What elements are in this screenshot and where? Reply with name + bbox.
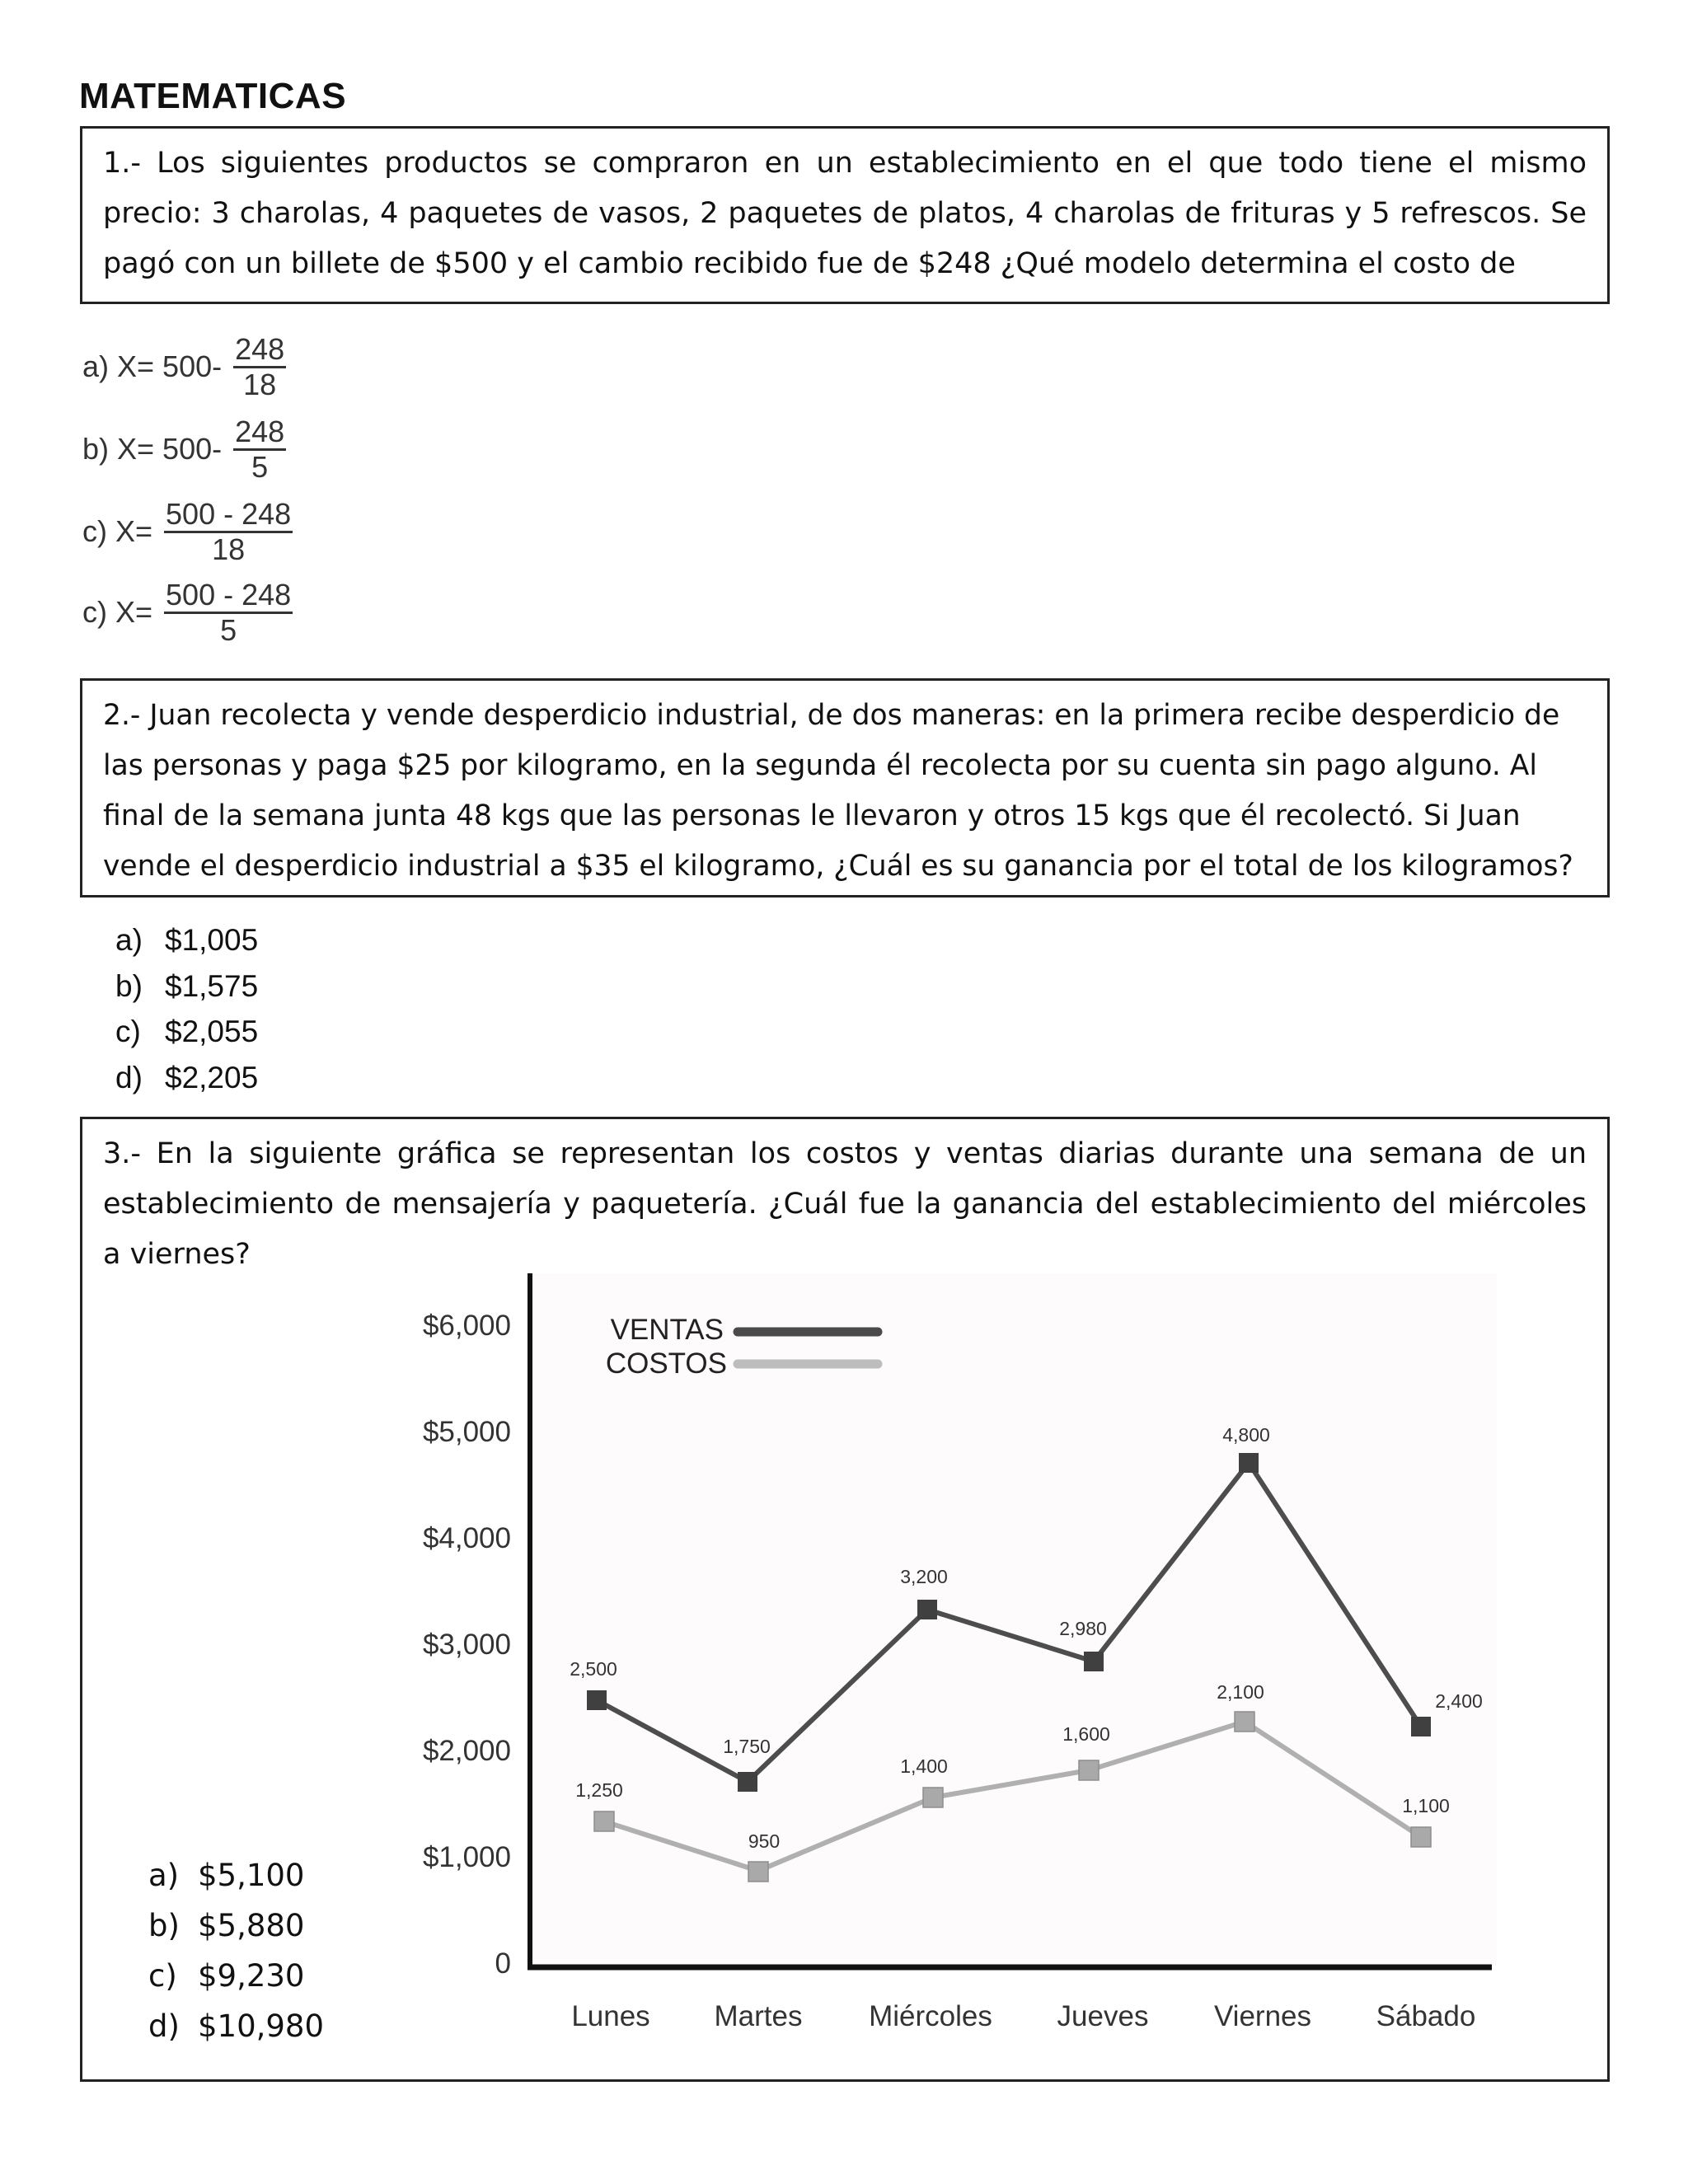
y-tick-5000: $5,000 — [422, 1416, 511, 1448]
costos-marker — [1411, 1827, 1431, 1847]
denominator: 18 — [243, 367, 277, 401]
costos-label-viernes: 2,100 — [1217, 1681, 1264, 1703]
option-label: b) X= 500- — [82, 432, 223, 466]
denominator: 5 — [251, 449, 269, 484]
option-letter: d) — [115, 1060, 143, 1094]
question-3-option-b[interactable] — [148, 1900, 324, 1951]
costos-marker — [1235, 1712, 1254, 1732]
option-label: a) X= 500- — [82, 349, 223, 383]
option-value: $9,230 — [198, 1958, 305, 1994]
option-letter: a) — [148, 1858, 180, 1893]
ventas-marker — [1239, 1453, 1259, 1473]
x-tick-jueves: Jueves — [1057, 2000, 1149, 2032]
question-3-options — [148, 1850, 324, 2051]
option-letter: c) — [115, 1015, 141, 1048]
ventas-marker — [738, 1772, 757, 1792]
y-tick-1000: $1,000 — [422, 1841, 511, 1873]
numerator: 500 - 248 — [164, 579, 293, 614]
y-tick-6000: $6,000 — [422, 1310, 511, 1342]
option-label: c) X= — [82, 595, 153, 629]
costos-label-sabado: 1,100 — [1402, 1795, 1450, 1816]
option-value: $1,575 — [165, 968, 259, 1003]
costos-marker — [594, 1811, 614, 1831]
page-title: MATEMATICAS — [79, 76, 347, 116]
numerator: 248 — [233, 333, 286, 368]
ventas-marker — [587, 1690, 607, 1710]
costos-marker — [748, 1862, 768, 1882]
y-tick-2000: $2,000 — [422, 1735, 511, 1767]
costos-label-jueves: 1,600 — [1062, 1723, 1110, 1745]
costos-label-martes: 950 — [748, 1830, 781, 1852]
legend-ventas-label: VENTAS — [610, 1314, 724, 1346]
ventas-label-miercoles: 3,200 — [900, 1566, 948, 1587]
y-tick-0: 0 — [495, 1947, 511, 1980]
question-1-text: 1.- Los siguientes productos se compraron en un establecimiento en el que todo tiene el mismo precio: 3 charolas, 4 paquetes de vasos, 2 paquetes de platos, 4 charolas de frituras y 5 refrescos. Se pagó con un billete de $500 y el cambio recibido fue de $248 ¿Qué modelo determina el costo de — [103, 147, 1587, 280]
option-letter: d) — [148, 2008, 180, 2044]
question-3-text: 3.- En la siguiente gráfica se representan los costos y ventas diarias durante una semana de un establecimiento de mensajería y paquetería. ¿Cuál fue la ganancia del establecimiento del miércoles a viernes? — [103, 1137, 1587, 1271]
numerator: 500 - 248 — [164, 498, 293, 533]
ventas-label-jueves: 2,980 — [1059, 1618, 1107, 1639]
option-value: $5,100 — [198, 1858, 305, 1893]
y-tick-labels — [423, 1310, 511, 1980]
costos-marker — [923, 1788, 943, 1807]
numerator: 248 — [233, 415, 286, 451]
legend-costos-label: COSTOS — [605, 1347, 727, 1380]
ventas-label-viernes: 4,800 — [1222, 1424, 1270, 1446]
option-value: $10,980 — [198, 2008, 325, 2044]
option-value: $5,880 — [198, 1908, 305, 1943]
option-letter: c) — [148, 1958, 177, 1994]
option-value: $2,055 — [165, 1015, 259, 1048]
question-3-option-a[interactable] — [148, 1850, 324, 1900]
option-label: c) X= — [82, 514, 153, 548]
costos-label-lunes: 1,250 — [575, 1779, 623, 1801]
question-3-option-c[interactable] — [148, 1951, 324, 2001]
y-tick-4000: $4,000 — [422, 1522, 511, 1554]
y-tick-3000: $3,000 — [422, 1629, 511, 1661]
option-value: $1,005 — [165, 923, 259, 957]
x-tick-labels — [571, 2000, 1475, 2032]
ventas-marker — [917, 1600, 937, 1619]
ventas-label-martes: 1,750 — [723, 1736, 771, 1757]
option-letter: b) — [148, 1908, 180, 1943]
denominator: 5 — [220, 612, 237, 647]
ventas-marker — [1411, 1717, 1431, 1736]
x-tick-miercoles: Miércoles — [869, 2000, 992, 2032]
question-2-text: 2.- Juan recolecta y vende desperdicio industrial, de dos maneras: en la primera recibe desperdicio de las personas y paga $25 por kilogramo, en la segunda él recolecta por su cuenta sin pago alguno. Al final de la semana junta 48 kgs que las personas le llevaron y otros 15 kgs que él recolectó. Si Juan vende el desperdicio industrial a $35 el kilogramo, ¿Cuál es su ganancia por el total de los kilogramos? — [103, 699, 1573, 883]
x-tick-lunes: Lunes — [571, 2000, 650, 2032]
costos-marker — [1079, 1760, 1099, 1780]
option-value: $2,205 — [165, 1060, 259, 1094]
x-tick-sabado: Sábado — [1376, 2000, 1476, 2032]
denominator: 18 — [212, 532, 246, 566]
ventas-marker — [1084, 1652, 1104, 1671]
costos-label-miercoles: 1,400 — [900, 1755, 948, 1777]
option-letter: a) — [115, 923, 143, 957]
ventas-label-sabado: 2,400 — [1435, 1690, 1483, 1712]
ventas-label-lunes: 2,500 — [570, 1658, 617, 1680]
x-tick-viernes: Viernes — [1213, 2000, 1312, 2032]
x-tick-martes: Martes — [714, 2000, 803, 2032]
question-3-option-d[interactable] — [148, 2001, 324, 2051]
option-letter: b) — [115, 968, 143, 1003]
